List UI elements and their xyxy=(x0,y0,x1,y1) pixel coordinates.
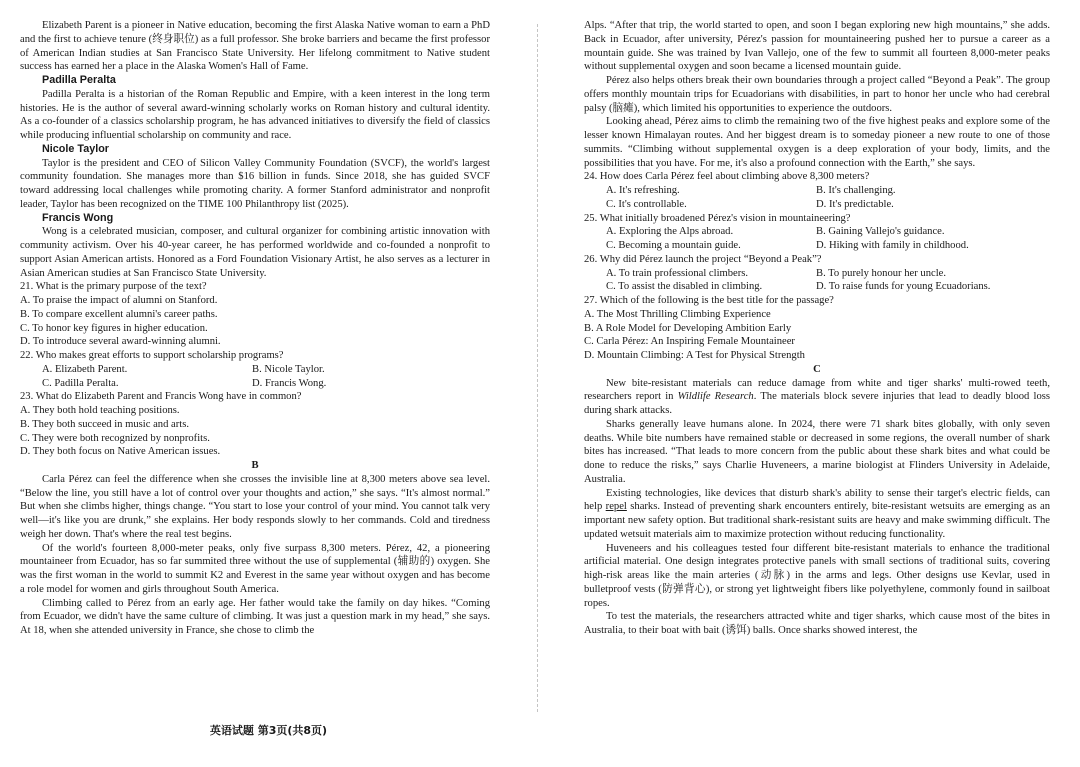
question-21-option-c: C. To honor key figures in higher education. xyxy=(20,322,208,334)
journal-title: Wildlife Research xyxy=(677,391,754,403)
paragraph-francis-wong: Wong is a celebrated musician, composer, and cultural organizer for combining artistic innovation with community activism. Over his 40-year career, he has performed worldwide and co-founded a nonprofit to support Asian American artists. Honored as a Ford Foundation Visionary Artist, he also serves as a lecturer in Asian American studies at San Francisco State University. xyxy=(20,226,490,279)
question-27-option-c: C. Carla Pérez: An Inspiring Female Mountaineer xyxy=(584,336,795,348)
question-21-option-a: A. To praise the impact of alumni on Stanford. xyxy=(20,295,218,306)
question-24-option-a: A. It's refreshing. xyxy=(606,185,680,196)
question-27-option-a: A. The Most Thrilling Climbing Experience xyxy=(584,308,771,320)
left-column xyxy=(20,19,490,638)
passage-c-paragraph-2: Sharks generally leave humans alone. In 2024, there were 71 shark bites globally, with only seven deaths. While bite numbers have remained stable or decreased in some regions, the overall number of shark bites has increased. “That leads to more concern from the public about these shark bites and what could be done to reduce the risks,” says Charlie Huveneers, a marine biologist at Flinders University in Adelaide, Australia. xyxy=(584,418,1050,485)
question-25-options-row-2 xyxy=(606,239,1050,253)
underlined-word-repel: repel xyxy=(605,501,627,513)
passage-c-paragraph-3-end: sharks. Instead of preventing shark encounters entirely, bite-resistant wetsuits are emerging as an important new safety option. But traditional shark-resistant suits are heavy and make swimming difficult. The updated wetsuit materials aim to maximize protection without reducing functionality. xyxy=(584,501,1050,540)
question-24: 24. How does Carla Pérez feel about climbing above 8,300 meters? xyxy=(584,171,870,183)
question-24-options-row-1 xyxy=(606,184,1050,198)
question-26-options-row-2 xyxy=(606,280,1050,294)
heading-padilla-peralta: Padilla Peralta xyxy=(42,74,116,86)
paragraph-elizabeth-parent: Elizabeth Parent is a pioneer in Native education, becoming the first Alaska Native woman to earn a PhD and the first to achieve tenure (终身职位) as a full professor. She broke barriers and became the first professor of American Indian studies at San Francisco State University. Her lifelong commitment to Native student success has earned her a place in the Alaska Women's Hall of Fame. xyxy=(20,20,490,73)
question-22-options-row-2 xyxy=(42,377,490,391)
question-26-option-c: C. To assist the disabled in climbing. xyxy=(606,281,763,293)
question-27: 27. Which of the following is the best title for the passage? xyxy=(584,295,834,306)
heading-nicole-taylor: Nicole Taylor xyxy=(42,142,110,155)
passage-c-paragraph-1 xyxy=(584,377,1050,418)
question-22-option-c: C. Padilla Peralta. xyxy=(42,377,119,389)
paragraph-padilla-peralta: Padilla Peralta is a historian of the Roman Republic and Empire, with a keen interest in the long term histories. He is the author of several award-winning scholarly works on Roman history and cultural identity. As a co-founder of a classics scholarship program, he has advanced initiatives to diversify the field of classics while producing influential scholarship on community and race. xyxy=(20,88,490,141)
question-21-option-b: B. To compare excellent alumni's career paths. xyxy=(20,308,218,320)
paragraph-nicole-taylor: Taylor is the president and CEO of Silicon Valley Community Foundation (SVCF), the world's largest community foundation. She manages more than $16 billion in funds. Since 2018, she has guided SVCF toward addressing local challenges while promoting charity. A former Stanford administrator and nonprofit leader, Taylor has been recognized on the TIME 100 Philanthropy list (2025). xyxy=(20,157,490,210)
passage-c-paragraph-1-start: New bite-resistant materials can reduce damage from white and tiger sharks' multi-rowed teeth, researchers report in xyxy=(584,377,1050,403)
question-22-option-d: D. Francis Wong. xyxy=(252,377,327,389)
question-24-option-b: B. It's challenging. xyxy=(816,185,896,196)
question-22: 22. Who makes great efforts to support scholarship programs? xyxy=(20,350,284,361)
passage-b-paragraph-3-continued: Alps. “After that trip, the world started to open, and soon I began exploring new high mountains,” she adds. Back in Ecuador, after university, Pérez's passion for mountaineering pushed her to pursue a career as a mountain guide. She was trained by Ivan Vallejo, one of the few to summit all fourteen 8,000-meter peaks without supplemental oxygen and soon became a licensed mountain guide. xyxy=(584,20,1050,73)
question-21-option-d: D. To introduce several award-winning alumni. xyxy=(20,336,221,348)
right-column xyxy=(584,19,1050,638)
question-24-option-d: D. It's predictable. xyxy=(816,198,894,210)
question-26: 26. Why did Pérez launch the project “Beyond a Peak”? xyxy=(584,253,822,265)
question-23-option-c: C. They were both recognized by nonprofits. xyxy=(20,432,210,444)
question-22-options-row-1 xyxy=(42,363,490,377)
question-26-option-a: A. To train professional climbers. xyxy=(606,267,749,279)
question-24-options-row-2 xyxy=(606,198,1050,212)
question-23-option-a: A. They both hold teaching positions. xyxy=(20,405,180,416)
question-22-option-a: A. Elizabeth Parent. xyxy=(42,363,128,375)
question-25-option-d: D. Hiking with family in childhood. xyxy=(816,240,969,251)
question-21: 21. What is the primary purpose of the text? xyxy=(20,281,207,293)
passage-b-paragraph-5: Looking ahead, Pérez aims to climb the remaining two of the five highest peaks and explore some of the lesser known Himalayan routes. And her biggest dream is to someday pioneer a new route to one of those summits. “Climbing without supplemental oxygen is a deep exploration of your body, limits, and the possibilities that you have. For me, it's also a profound connection with the Earth,” she says. xyxy=(584,116,1050,169)
question-25-option-b: B. Gaining Vallejo's guidance. xyxy=(816,226,945,238)
question-25-option-a: A. Exploring the Alps abroad. xyxy=(606,226,734,238)
heading-francis-wong: Francis Wong xyxy=(42,211,114,224)
passage-b-paragraph-4: Pérez also helps others break their own boundaries through a project called “Beyond a Peak”. The group offers monthly mountain trips for Ecuadorians with disabilities, in part to honor her uncle who had cerebral palsy (脑瘫), which limited his opportunities to experience the outdoors. xyxy=(584,75,1050,114)
question-25-option-c: C. Becoming a mountain guide. xyxy=(606,240,741,251)
question-23-option-d: D. They both focus on Native American issues. xyxy=(20,446,221,458)
passage-c-paragraph-3 xyxy=(584,487,1050,542)
passage-b-paragraph-3: Climbing called to Pérez from an early age. Her father would take the family on day hikes. “Coming from Ecuador, we didn't have the same culture of climbing. It was just a question mark in my head,” she says. At 18, when she attended university in France, she chose to climb the xyxy=(20,597,490,636)
section-b-heading: B xyxy=(251,460,259,471)
question-22-option-b: B. Nicole Taylor. xyxy=(252,363,325,375)
question-27-option-d: D. Mountain Climbing: A Test for Physical Strength xyxy=(584,350,805,361)
question-25: 25. What initially broadened Pérez's vision in mountaineering? xyxy=(584,212,851,224)
question-23: 23. What do Elizabeth Parent and Francis Wong have in common? xyxy=(20,391,302,403)
column-divider xyxy=(537,24,538,712)
question-23-option-b: B. They both succeed in music and arts. xyxy=(20,418,189,430)
question-26-option-b: B. To purely honour her uncle. xyxy=(816,267,946,279)
passage-c-paragraph-1-end: . The materials block severe injuries that lead to deadly blood loss during shark attacks. xyxy=(584,391,1050,416)
question-26-options-row-1 xyxy=(606,267,1050,281)
passage-c-paragraph-5: To test the materials, the researchers attracted white and tiger sharks, which cause most of the bites in Australia, to their boat with bait (诱饵) balls. Once sharks showed interest, the xyxy=(584,611,1050,636)
passage-c-paragraph-4: Huveneers and his colleagues tested four different bite-resistant materials to enhance the traditional artificial material. One design integrates protective panels with small sections of traditional suits, covering high-risk areas like the main arteries (动脉) in the arms and legs. Other designs use Kevlar, used in bulletproof vests (防弹背心), or strong yet lightweight fibers like polyethylene, commonly found in sailboat ropes. xyxy=(584,542,1050,609)
question-25-options-row-1 xyxy=(606,225,1050,239)
section-c-heading: C xyxy=(813,363,821,375)
question-24-option-c: C. It's controllable. xyxy=(606,198,687,210)
question-26-option-d: D. To raise funds for young Ecuadorians. xyxy=(816,281,991,293)
passage-c-paragraph-3-start: Existing technologies, like devices that disturb shark's ability to sense their target's electric fields, can help xyxy=(584,487,1050,513)
question-27-option-b: B. A Role Model for Developing Ambition Early xyxy=(584,322,792,334)
passage-b-paragraph-1: Carla Pérez can feel the difference when she crosses the invisible line at 8,300 meters above sea level. “Below the line, you still have a lot of control over your thoughts and action,” she says. “It's almost normal.” But when she climbs higher, things change. “You start to lose your control of your mind. You cannot talk very well—it's like you are drunk,” she explains. Her body responds slowly to her commands. Cold and tiredness weigh her down. That's where the real test begins. xyxy=(20,473,490,540)
passage-b-paragraph-2: Of the world's fourteen 8,000-meter peaks, only five surpass 8,300 meters. Pérez, 42, a pioneering mountaineer from Ecuador, has so far summited three without the use of supplemental (辅助的) oxygen. She was the first woman in the world to summit K2 and Everest in the same year without oxygen and has become a role model for women and girls throughout South America. xyxy=(20,542,490,595)
page-footer: 英语试题 第3页(共8页) xyxy=(209,724,328,737)
